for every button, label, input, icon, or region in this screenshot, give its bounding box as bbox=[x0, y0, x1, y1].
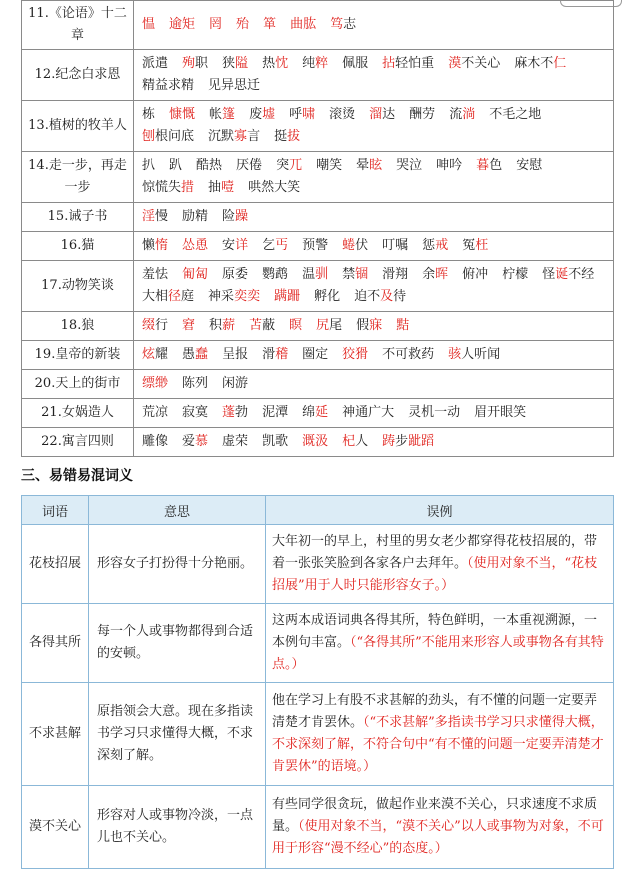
section-title: 三、易错易混词义 bbox=[21, 468, 133, 484]
highlighted-char: 诞 bbox=[555, 267, 569, 282]
vocab-word: 闲游 bbox=[222, 376, 249, 391]
highlighted-char: 瞑 bbox=[289, 318, 303, 333]
vocab-word: 险躁 bbox=[222, 209, 249, 224]
meaning-table bbox=[21, 495, 614, 869]
lesson-words bbox=[134, 428, 614, 457]
vocab-word bbox=[236, 14, 249, 36]
vocab-word: 温驯 bbox=[302, 267, 329, 282]
lesson-title: 22.寓言四则 bbox=[22, 428, 134, 457]
vocab-word bbox=[182, 235, 208, 257]
vocab-word: 精益求精 bbox=[142, 78, 195, 93]
vocab-word: 鹦鹉 bbox=[262, 267, 289, 282]
vocab-word: 呈报 bbox=[222, 347, 249, 362]
lesson-title: 14.走一步，再走一步 bbox=[22, 152, 134, 203]
vocab-word: 哭泣 bbox=[396, 158, 423, 173]
highlighted-char: 殆 bbox=[236, 17, 250, 32]
vocab-word: 炫耀 bbox=[142, 347, 169, 362]
vocab-word: 酬劳 bbox=[409, 107, 436, 122]
vocab-word bbox=[169, 104, 195, 126]
table-row bbox=[22, 370, 614, 399]
highlighted-char: 愠 bbox=[142, 17, 156, 32]
vocab-word: 寂寞 bbox=[182, 405, 209, 420]
lesson-words bbox=[134, 50, 614, 101]
example-text: 有些同学很贪玩，做起作业来漠不关心，只求速度不求质量。 bbox=[272, 797, 598, 834]
highlighted-char: 寐 bbox=[369, 318, 383, 333]
highlighted-char: 炫 bbox=[142, 347, 156, 362]
highlighted-char: 箪 bbox=[263, 17, 277, 32]
vocab-word: 灵机一动 bbox=[408, 405, 461, 420]
highlighted-char: 拔 bbox=[287, 129, 301, 144]
vocab-word bbox=[169, 14, 195, 36]
highlighted-char: 淫 bbox=[142, 209, 156, 224]
highlighted-char: 拈 bbox=[382, 56, 396, 71]
highlighted-char: 殉 bbox=[182, 56, 196, 71]
vocab-word: 神通广大 bbox=[342, 405, 395, 420]
vocab-word: 惩戒 bbox=[422, 238, 449, 253]
vocab-word: 迫不及待 bbox=[354, 289, 407, 304]
vocab-word: 柠檬 bbox=[502, 267, 529, 282]
highlighted-char: 啸 bbox=[302, 107, 316, 122]
vocab-word bbox=[142, 373, 168, 395]
vocab-word: 酷热 bbox=[196, 158, 223, 173]
highlighted-char: 淌 bbox=[462, 107, 476, 122]
vocab-word: 俯冲 bbox=[462, 267, 489, 282]
highlighted-char: 蜷 bbox=[342, 238, 356, 253]
example-cell bbox=[266, 683, 614, 786]
vocab-word: 废墟 bbox=[249, 107, 276, 122]
example-text: 他在学习上有股不求甚解的劲头，有不懂的问题一定要弄清楚才肯罢休。 bbox=[272, 693, 598, 730]
vocab-word: 凯歌 bbox=[262, 434, 289, 449]
highlighted-char: 蠢 bbox=[195, 347, 209, 362]
table-row bbox=[22, 525, 614, 604]
lesson-words bbox=[134, 152, 614, 203]
highlighted-char: 狡猾 bbox=[342, 347, 369, 362]
meaning: 每一个人或事物都得到合适的安顿。 bbox=[89, 604, 266, 683]
vocab-word: 笃志 bbox=[330, 17, 357, 32]
highlighted-char: 罔 bbox=[209, 17, 223, 32]
vocab-word bbox=[289, 315, 302, 337]
vocab-word: 纯粹 bbox=[302, 56, 329, 71]
header-example: 误例 bbox=[266, 496, 614, 525]
vocab-word: 刨根问底 bbox=[142, 129, 195, 144]
highlighted-char: 晖 bbox=[435, 267, 449, 282]
term: 漠不关心 bbox=[22, 786, 89, 869]
table-row bbox=[22, 341, 614, 370]
vocab-word: 叮嘱 bbox=[382, 238, 409, 253]
vocab-word: 呼啸 bbox=[289, 107, 316, 122]
vocab-word bbox=[263, 14, 276, 36]
highlighted-char: 惰 bbox=[155, 238, 169, 253]
highlighted-char: 噎 bbox=[221, 180, 235, 195]
vocab-word: 余晖 bbox=[422, 267, 449, 282]
vocab-word bbox=[342, 344, 368, 366]
example-note: （使用对象不当，“花枝招展”用于人时只能形容女子。） bbox=[272, 556, 598, 593]
lesson-title: 18.狼 bbox=[22, 312, 134, 341]
example-note: （“各得其所”不能用来形容人或事物各有其特点。） bbox=[272, 635, 604, 672]
lesson-words bbox=[134, 203, 614, 232]
vocab-word: 滚烫 bbox=[329, 107, 356, 122]
example-cell bbox=[266, 604, 614, 683]
vocab-word: 励精 bbox=[182, 209, 209, 224]
vocab-word: 蜷伏 bbox=[342, 238, 369, 253]
term: 花枝招展 bbox=[22, 525, 89, 604]
lesson-title: 21.女娲造人 bbox=[22, 399, 134, 428]
highlighted-char: 锢 bbox=[355, 267, 369, 282]
highlighted-char: 详 bbox=[235, 238, 249, 253]
vocab-word: 溜达 bbox=[369, 107, 396, 122]
example-note: （使用对象不当，“漠不关心”以人或事物为对象，不可用于形容“漫不经心”的态度。） bbox=[272, 819, 604, 856]
vocab-word bbox=[209, 14, 222, 36]
vocab-word: 抽噎 bbox=[208, 180, 235, 195]
meaning-table-header bbox=[22, 496, 614, 525]
meaning: 形容女子打扮得十分艳丽。 bbox=[89, 525, 266, 604]
table-row bbox=[22, 152, 614, 203]
highlighted-char: 稽 bbox=[275, 347, 289, 362]
highlighted-char: 苫 bbox=[249, 318, 263, 333]
highlighted-char: 杞 bbox=[342, 434, 356, 449]
vocab-word: 派遣 bbox=[142, 56, 169, 71]
table-row bbox=[22, 1, 614, 50]
example-text: 大年初一的早上，村里的男女老少都穿得花枝招展的，带着一张张笑脸到各家各户去拜年。 bbox=[272, 534, 598, 571]
vocab-word: 滑稽 bbox=[262, 347, 289, 362]
lesson-words bbox=[134, 101, 614, 152]
highlighted-char: 篷 bbox=[222, 107, 236, 122]
highlighted-char: 仁 bbox=[553, 56, 567, 71]
highlighted-char: 踌 bbox=[382, 434, 396, 449]
vocab-word: 帐篷 bbox=[209, 107, 236, 122]
highlighted-char: 慕 bbox=[195, 434, 209, 449]
vocab-word: 虚荣 bbox=[222, 434, 249, 449]
vocab-word: 栋 bbox=[142, 107, 156, 122]
highlighted-char: 笃 bbox=[330, 17, 344, 32]
vocab-word: 嘲笑 bbox=[316, 158, 343, 173]
lesson-words bbox=[134, 370, 614, 399]
vocab-word: 滑翔 bbox=[382, 267, 409, 282]
highlighted-char: 怂恿 bbox=[182, 238, 209, 253]
highlighted-char: 忱 bbox=[275, 56, 289, 71]
lesson-words bbox=[134, 1, 614, 50]
header-meaning: 意思 bbox=[89, 496, 266, 525]
vocab-word: 热忱 bbox=[262, 56, 289, 71]
highlighted-char: 及 bbox=[380, 289, 394, 304]
vocab-word: 呻吟 bbox=[436, 158, 463, 173]
vocab-word: 安慰 bbox=[516, 158, 543, 173]
highlighted-char: 刨 bbox=[142, 129, 156, 144]
highlighted-char: 蹒跚 bbox=[274, 289, 301, 304]
vocab-word: 厌倦 bbox=[236, 158, 263, 173]
highlighted-char: 跐蹈 bbox=[408, 434, 435, 449]
highlighted-char: 慷慨 bbox=[169, 107, 196, 122]
highlighted-char: 兀 bbox=[289, 158, 303, 173]
highlighted-char: 匍匐 bbox=[182, 267, 209, 282]
vocab-word: 拈轻怕重 bbox=[382, 56, 435, 71]
vocab-word bbox=[182, 264, 208, 286]
vocab-word: 怪诞不经 bbox=[542, 267, 595, 282]
vocab-word: 缀行 bbox=[142, 318, 169, 333]
highlighted-char: 丐 bbox=[275, 238, 289, 253]
vocab-word: 原委 bbox=[222, 267, 249, 282]
vocab-word: 狭隘 bbox=[222, 56, 249, 71]
meaning: 形容对人或事物冷淡，一点儿也不关心。 bbox=[89, 786, 266, 869]
highlighted-char: 溉汲 bbox=[302, 434, 329, 449]
vocab-word: 尻尾 bbox=[316, 318, 343, 333]
lesson-title: 13.植树的牧羊人 bbox=[22, 101, 134, 152]
lesson-title: 12.纪念白求恩 bbox=[22, 50, 134, 101]
example-cell bbox=[266, 786, 614, 869]
table-row bbox=[22, 312, 614, 341]
vocab-word: 愚蠢 bbox=[182, 347, 209, 362]
vocab-word: 羞怯 bbox=[142, 267, 169, 282]
vocab-word: 挺拔 bbox=[274, 129, 301, 144]
highlighted-char: 戒 bbox=[435, 238, 449, 253]
highlighted-char: 径 bbox=[168, 289, 182, 304]
lesson-title: 17.动物笑谈 bbox=[22, 261, 134, 312]
lesson-title: 19.皇帝的新装 bbox=[22, 341, 134, 370]
vocab-word: 积薪 bbox=[209, 318, 236, 333]
vocab-word: 趴 bbox=[169, 158, 183, 173]
highlighted-char: 逾矩 bbox=[169, 17, 196, 32]
example-text: 这两本成语词典各得其所，特色鲜明，一本重视溯源，一本例句丰富。 bbox=[272, 613, 598, 650]
lesson-words bbox=[134, 399, 614, 428]
vocab-word: 不可救药 bbox=[382, 347, 435, 362]
highlighted-char: 寡 bbox=[234, 129, 248, 144]
vocab-word: 眉开眼笑 bbox=[474, 405, 527, 420]
vocab-word bbox=[396, 315, 409, 337]
vocab-word: 佩服 bbox=[342, 56, 369, 71]
vocab-word: 麻木不仁 bbox=[514, 56, 567, 71]
vocab-word: 流淌 bbox=[449, 107, 476, 122]
table-row bbox=[22, 101, 614, 152]
vocab-word: 爱慕 bbox=[182, 434, 209, 449]
table-row bbox=[22, 428, 614, 457]
vocab-word: 晕眩 bbox=[356, 158, 383, 173]
vocab-word: 淫慢 bbox=[142, 209, 169, 224]
vocab-word: 沉默寡言 bbox=[208, 129, 261, 144]
example-note: （“不求甚解”多指读书学习只求懂得大概，不求深刻了解，不符合句中“有不懂的问题一定要弄清楚才肯罢休”的语境。） bbox=[272, 715, 604, 774]
table-row bbox=[22, 203, 614, 232]
vocab-word: 圈定 bbox=[302, 347, 329, 362]
highlighted-char: 缀 bbox=[142, 318, 156, 333]
vocab-word: 暮色 bbox=[476, 158, 503, 173]
vocab-word: 懒惰 bbox=[142, 238, 169, 253]
meaning: 原指领会大意。现在多指读书学习只求懂得大概，不求深刻了解。 bbox=[89, 683, 266, 786]
vocab-word bbox=[274, 286, 300, 308]
word-table bbox=[21, 0, 614, 457]
highlighted-char: 奕奕 bbox=[234, 289, 261, 304]
example-cell bbox=[266, 525, 614, 604]
highlighted-char: 措 bbox=[181, 180, 195, 195]
highlighted-char: 枉 bbox=[475, 238, 489, 253]
table-row bbox=[22, 683, 614, 786]
vocab-word bbox=[182, 315, 195, 337]
highlighted-char: 黠 bbox=[396, 318, 410, 333]
highlighted-char: 眩 bbox=[369, 158, 383, 173]
vocab-word: 孵化 bbox=[314, 289, 341, 304]
highlighted-char: 粹 bbox=[315, 56, 329, 71]
vocab-word: 预警 bbox=[302, 238, 329, 253]
highlighted-char: 曲肱 bbox=[290, 17, 317, 32]
vocab-word: 荒凉 bbox=[142, 405, 169, 420]
table-row bbox=[22, 399, 614, 428]
table-row bbox=[22, 786, 614, 869]
vocab-word: 乞丐 bbox=[262, 238, 289, 253]
header-term: 词语 bbox=[22, 496, 89, 525]
highlighted-char: 薪 bbox=[222, 318, 236, 333]
highlighted-char: 窘 bbox=[182, 318, 196, 333]
vocab-word bbox=[302, 431, 328, 453]
table-row bbox=[22, 261, 614, 312]
vocab-word: 哄然大笑 bbox=[248, 180, 301, 195]
highlighted-char: 延 bbox=[315, 405, 329, 420]
highlighted-char: 隘 bbox=[235, 56, 249, 71]
vocab-word: 安详 bbox=[222, 238, 249, 253]
term: 各得其所 bbox=[22, 604, 89, 683]
lesson-words bbox=[134, 232, 614, 261]
highlighted-char: 墟 bbox=[262, 107, 276, 122]
vocab-word: 泥潭 bbox=[262, 405, 289, 420]
lesson-title: 15.诫子书 bbox=[22, 203, 134, 232]
vocab-word: 扒 bbox=[142, 158, 156, 173]
vocab-word: 见异思迁 bbox=[208, 78, 261, 93]
vocab-word: 陈列 bbox=[182, 376, 209, 391]
lesson-words bbox=[134, 261, 614, 312]
highlighted-char: 蓬 bbox=[222, 405, 236, 420]
highlighted-char: 暮 bbox=[476, 158, 490, 173]
highlighted-char: 骇 bbox=[448, 347, 462, 362]
vocab-word: 突兀 bbox=[276, 158, 303, 173]
vocab-word: 蓬勃 bbox=[222, 405, 249, 420]
vocab-word: 杞人 bbox=[342, 434, 369, 449]
lesson-title: 16.猫 bbox=[22, 232, 134, 261]
table-row bbox=[22, 50, 614, 101]
highlighted-char: 躁 bbox=[235, 209, 249, 224]
table-row bbox=[22, 232, 614, 261]
term: 不求甚解 bbox=[22, 683, 89, 786]
lesson-words bbox=[134, 312, 614, 341]
vocab-word bbox=[290, 14, 316, 36]
vocab-word: 绵延 bbox=[302, 405, 329, 420]
highlighted-char: 缥缈 bbox=[142, 376, 169, 391]
vocab-word: 大相径庭 bbox=[142, 289, 195, 304]
lesson-title: 20.天上的街市 bbox=[22, 370, 134, 399]
lesson-title: 11.《论语》十二章 bbox=[22, 1, 134, 50]
vocab-word: 苫蔽 bbox=[249, 318, 276, 333]
highlighted-char: 漠 bbox=[448, 56, 462, 71]
table-row bbox=[22, 604, 614, 683]
highlighted-char: 尻 bbox=[316, 318, 330, 333]
vocab-word: 雕像 bbox=[142, 434, 169, 449]
lesson-words bbox=[134, 341, 614, 370]
vocab-word bbox=[142, 14, 155, 36]
vocab-word: 骇人听闻 bbox=[448, 347, 501, 362]
vocab-word: 冤枉 bbox=[462, 238, 489, 253]
vocab-word: 踌步跐蹈 bbox=[382, 434, 435, 449]
vocab-word: 殉职 bbox=[182, 56, 209, 71]
vocab-word: 禁锢 bbox=[342, 267, 369, 282]
vocab-word: 神采奕奕 bbox=[208, 289, 261, 304]
page-content bbox=[21, 0, 614, 869]
vocab-word: 假寐 bbox=[356, 318, 383, 333]
vocab-word: 不毛之地 bbox=[489, 107, 542, 122]
vocab-word: 惊慌失措 bbox=[142, 180, 195, 195]
highlighted-char: 驯 bbox=[315, 267, 329, 282]
vocab-word: 漠不关心 bbox=[448, 56, 501, 71]
highlighted-char: 溜 bbox=[369, 107, 383, 122]
